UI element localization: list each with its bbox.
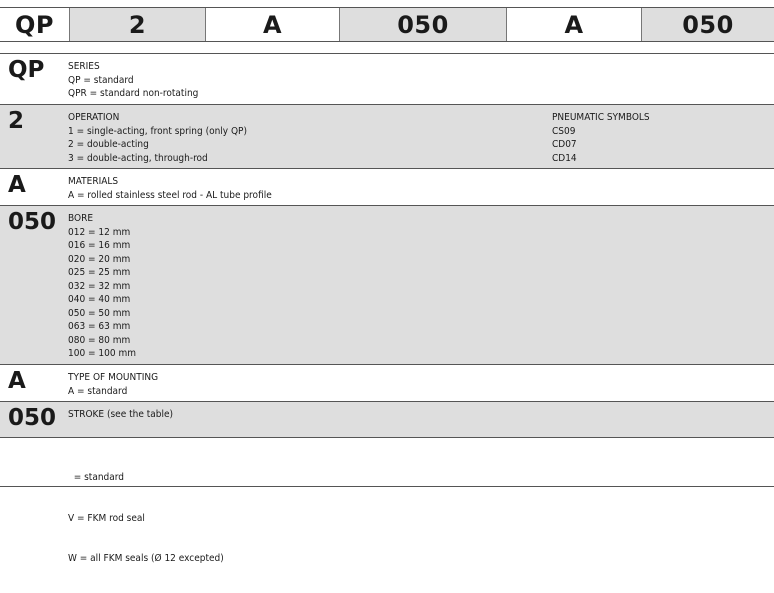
header-cell-operation: 2 (70, 8, 206, 41)
mounting-description (68, 371, 158, 398)
bore-option: 100 = 100 mm (68, 348, 136, 359)
stroke-code: 050 (8, 405, 57, 431)
stroke-description (68, 408, 173, 422)
bore-option: 080 = 80 mm (68, 334, 131, 346)
series-description (68, 60, 198, 101)
seals-description (68, 444, 224, 593)
bore-option: 016 = 16 mm (68, 240, 131, 251)
bore-row (0, 205, 774, 364)
mounting-option: A = standard (68, 385, 128, 397)
seals-option: W = all FKM seals (Ø 12 excepted) (68, 553, 224, 564)
seals-row (0, 437, 774, 564)
pneumatic-symbols-title: PNEUMATIC SYMBOLS (552, 112, 650, 123)
bore-option: 032 = 32 mm (68, 280, 131, 292)
operation-row (0, 104, 774, 168)
operation-description (68, 111, 247, 165)
bore-option: 025 = 25 mm (68, 267, 131, 278)
series-option: QP = standard (68, 74, 134, 86)
operation-option: 3 = double-acting, through-rod (68, 152, 208, 164)
series-title: SERIES (68, 61, 100, 72)
series-code: QP (8, 57, 45, 83)
materials-option: A = rolled stainless steel rod - AL tube profile (68, 189, 272, 201)
bore-code: 050 (8, 209, 57, 235)
bore-title: BORE (68, 213, 94, 224)
series-row (0, 53, 774, 104)
pneumatic-symbol: CD14 (552, 152, 577, 164)
header-cell-bore: 050 (340, 8, 507, 41)
mounting-code: A (8, 368, 26, 394)
stroke-title: STROKE (see the table) (68, 409, 174, 420)
seals-option: V = FKM rod seal (68, 512, 145, 524)
stroke-row (0, 401, 774, 437)
header-cell-series: QP (0, 8, 70, 41)
header-cell-stroke: 050 (642, 8, 774, 41)
series-option: QPR = standard non-rotating (68, 88, 199, 99)
operation-title: OPERATION (68, 112, 120, 123)
pneumatic-symbol: CS09 (552, 125, 576, 137)
mounting-row (0, 364, 774, 401)
materials-code: A (8, 172, 26, 198)
operation-code: 2 (8, 108, 25, 134)
materials-title: MATERIALS (68, 176, 119, 187)
bore-description (68, 212, 136, 361)
bore-option: 012 = 12 mm (68, 226, 131, 238)
operation-option: 1 = single-acting, front spring (only QP) (68, 125, 247, 137)
bore-option: 020 = 20 mm (68, 253, 131, 265)
code-header (0, 7, 774, 42)
bore-option: 063 = 63 mm (68, 321, 131, 332)
mounting-title: TYPE OF MOUNTING (68, 372, 159, 383)
bore-option: 040 = 40 mm (68, 294, 131, 305)
header-cell-materials: A (206, 8, 340, 41)
materials-description (68, 175, 272, 202)
header-cell-mounting: A (507, 8, 642, 41)
seals-option: = standard (68, 472, 124, 483)
pneumatic-symbols (552, 111, 650, 165)
materials-row (0, 168, 774, 205)
operation-option: 2 = double-acting (68, 139, 149, 150)
bore-option: 050 = 50 mm (68, 307, 131, 319)
pneumatic-symbol: CD07 (552, 139, 577, 150)
